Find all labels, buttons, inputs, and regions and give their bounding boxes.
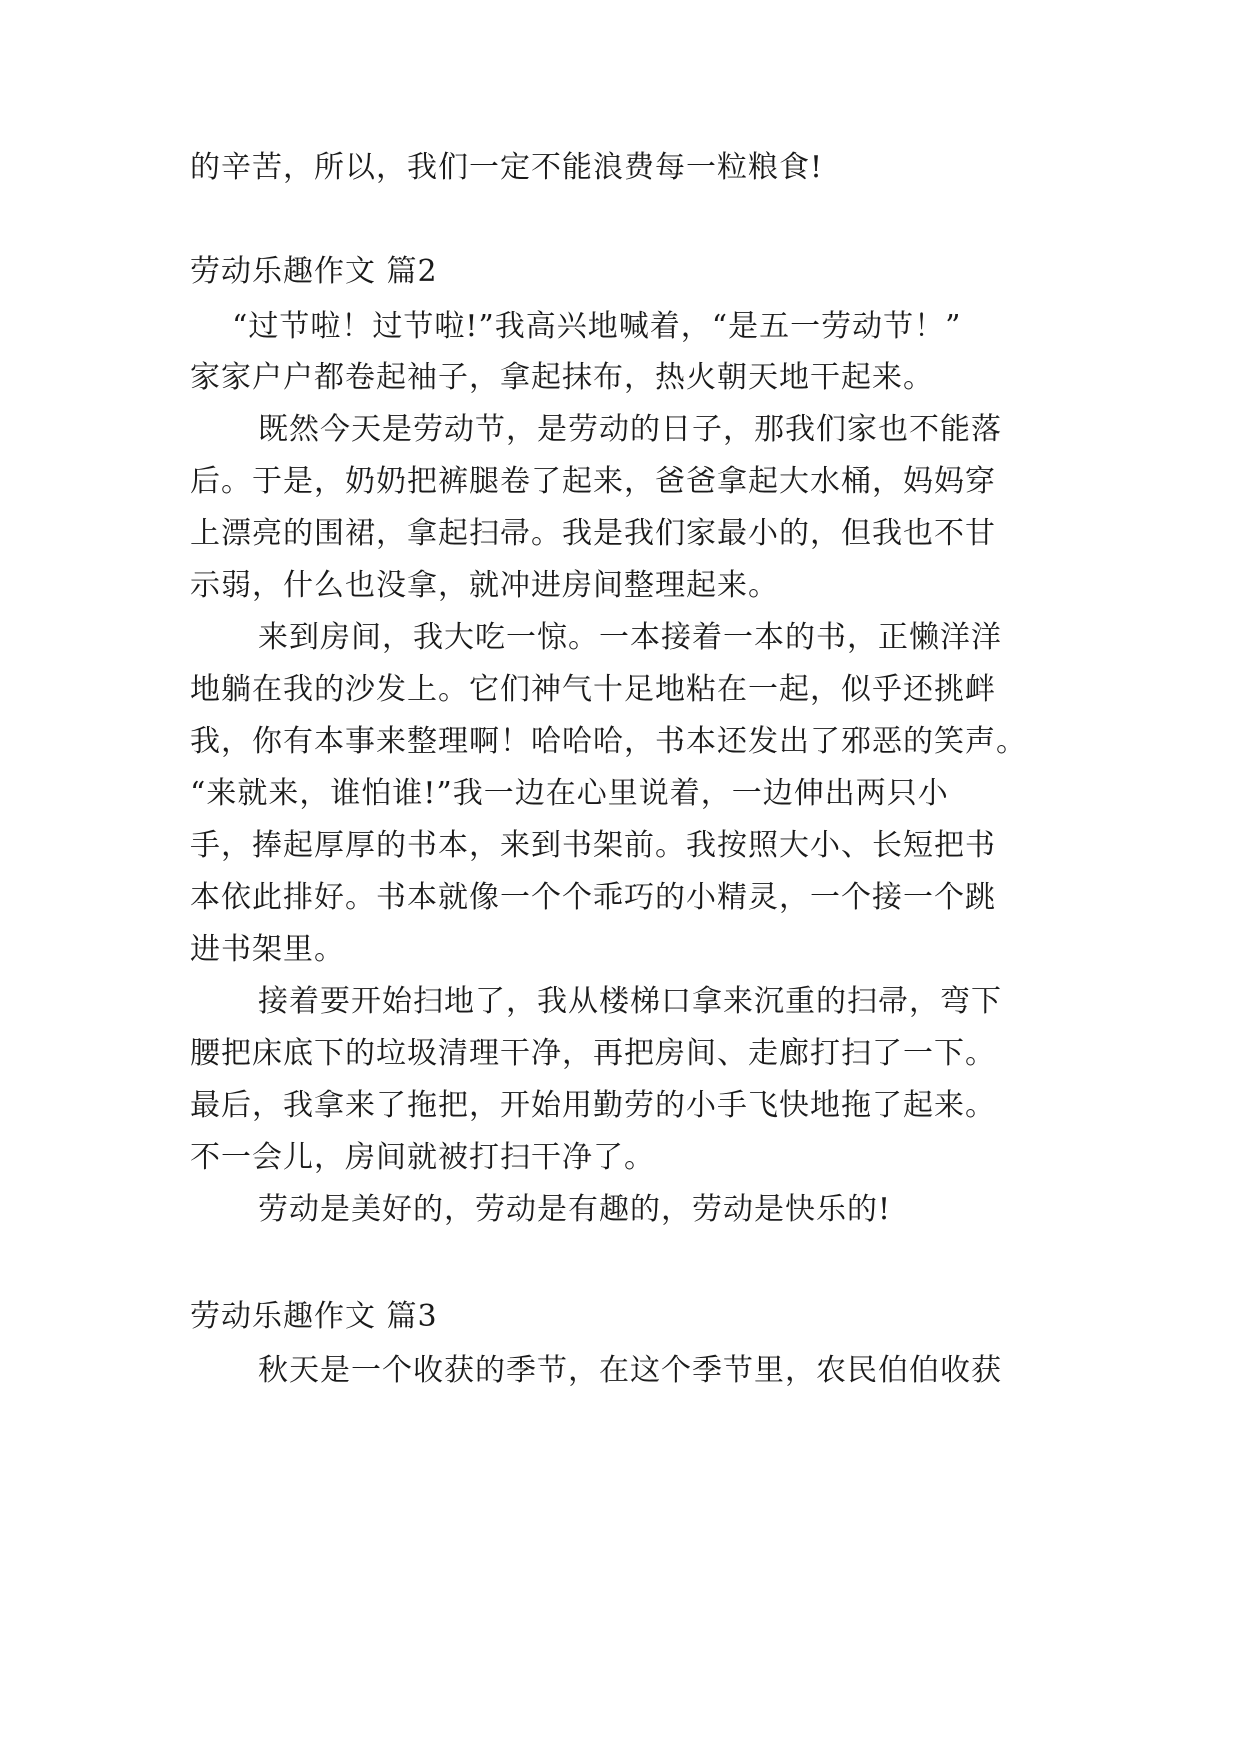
paragraph-line: 后。于是，奶奶把裤腿卷了起来，爸爸拿起大水桶，妈妈穿 [190, 464, 996, 499]
paragraph-line: 手，捧起厚厚的书本，来到书架前。我按照大小、长短把书 [190, 828, 996, 863]
paragraph-line: 接着要开始扫地了，我从楼梯口拿来沉重的扫帚，弯下 [258, 984, 1002, 1019]
paragraph-line: “来就来，谁怕谁!”我一边在心里说着，一边伸出两只小 [190, 776, 949, 811]
paragraph-line: 我，你有本事来整理啊！哈哈哈，书本还发出了邪恶的笑声。 [190, 724, 1027, 759]
paragraph-line: 来到房间，我大吃一惊。一本接着一本的书，正懒洋洋 [258, 620, 1002, 655]
paragraph-line: 的辛苦，所以，我们一定不能浪费每一粒粮食! [190, 150, 824, 185]
paragraph-line: “过节啦！过节啦!”我高兴地喊着，“是五一劳动节！” [232, 309, 962, 344]
paragraph-line: 劳动是美好的，劳动是有趣的，劳动是快乐的! [258, 1192, 892, 1227]
section-heading: 劳动乐趣作文 篇3 [190, 1299, 438, 1334]
paragraph-line: 本依此排好。书本就像一个个乖巧的小精灵，一个接一个跳 [190, 880, 996, 915]
section-heading: 劳动乐趣作文 篇2 [190, 254, 438, 289]
paragraph-line: 进书架里。 [190, 932, 345, 967]
paragraph-line: 秋天是一个收获的季节，在这个季节里，农民伯伯收获 [258, 1353, 1002, 1388]
paragraph-line: 既然今天是劳动节，是劳动的日子，那我们家也不能落 [258, 412, 1002, 447]
paragraph-line: 最后，我拿来了拖把，开始用勤劳的小手飞快地拖了起来。 [190, 1088, 996, 1123]
paragraph-line: 家家户户都卷起袖子，拿起抹布，热火朝天地干起来。 [190, 360, 934, 395]
paragraph-line: 地躺在我的沙发上。它们神气十足地粘在一起，似乎还挑衅 [190, 672, 996, 707]
paragraph-line: 腰把床底下的垃圾清理干净，再把房间、走廊打扫了一下。 [190, 1036, 996, 1071]
paragraph-line: 上漂亮的围裙，拿起扫帚。我是我们家最小的，但我也不甘 [190, 516, 996, 551]
paragraph-line: 不一会儿，房间就被打扫干净了。 [190, 1140, 655, 1175]
paragraph-line: 示弱，什么也没拿，就冲进房间整理起来。 [190, 568, 779, 603]
